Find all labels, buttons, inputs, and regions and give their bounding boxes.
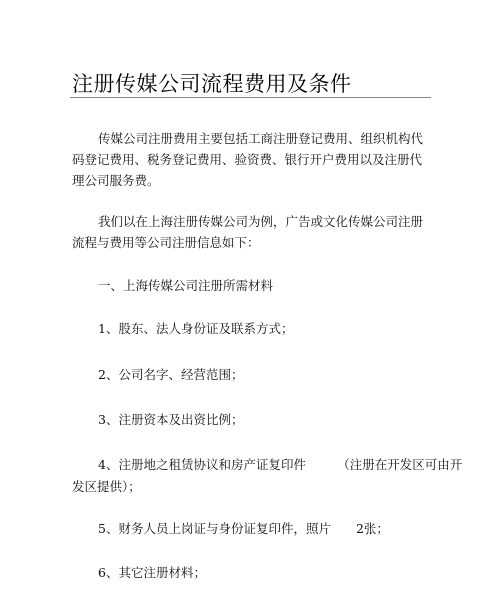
intro-line-1: 传媒公司注册费用主要包括工商注册登记费用、组织机构代 (98, 131, 424, 146)
example-paragraph-cont (72, 232, 260, 253)
example-line-2: 流程与费用等公司注册信息如下： (72, 235, 260, 250)
list-item-1: 1、股东、法人身份证及联系方式； (98, 321, 294, 336)
intro-line-2: 码登记费用、税务登记费用、验资费、银行开户费用以及注册代 (72, 152, 423, 167)
intro-paragraph (98, 128, 423, 149)
intro-line-3: 理公司服务费。 (72, 173, 160, 188)
list-item-4: 4、注册地之租赁协议和房产证复印件 （注册在开发区可由开 (98, 457, 463, 472)
list-item-3: 3、注册资本及出资比例； (98, 412, 244, 427)
section-heading: 一、上海传媒公司注册所需材料 (98, 278, 274, 293)
example-paragraph (98, 211, 423, 232)
list-item-4-cont: 发区提供）； (72, 479, 141, 494)
document-title: 注册传媒公司流程费用及条件 (72, 72, 352, 96)
list-item-2: 2、公司名字、经营范围； (98, 367, 244, 382)
intro-paragraph-cont (72, 149, 422, 191)
title-underline (70, 97, 431, 98)
example-line-1: 我们以在上海注册传媒公司为例，广告或文化传媒公司注册 (98, 214, 424, 229)
list-item-5: 5、财务人员上岗证与身份证复印件，照片 2张； (98, 521, 389, 536)
list-item-6: 6、其它注册材料； (98, 565, 206, 580)
